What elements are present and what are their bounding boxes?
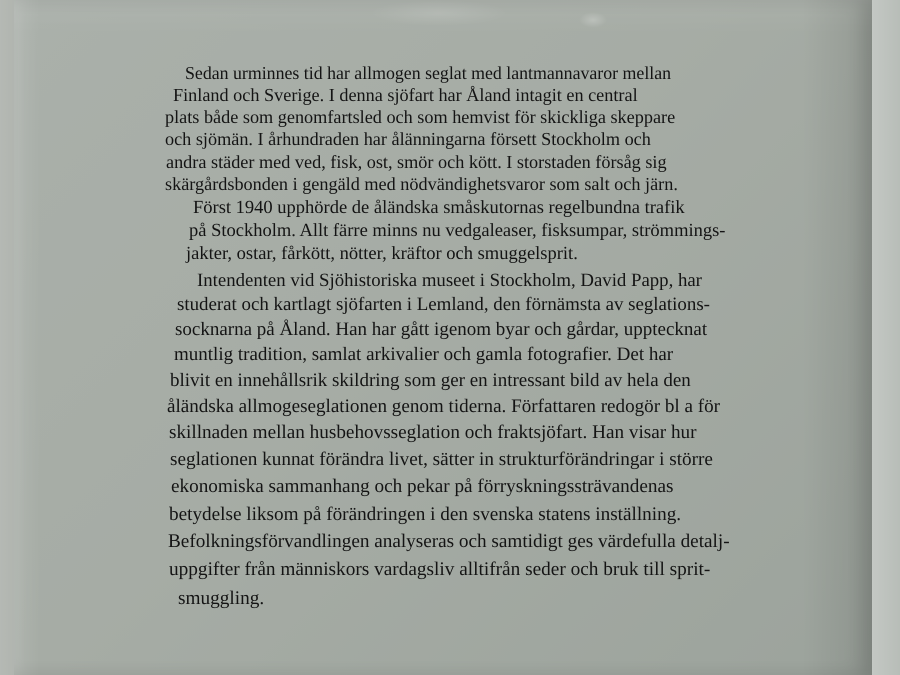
text-line-14: blivit en innehållsrik skildring som ger en intressant bild av hela den	[170, 370, 691, 391]
text-line-4: och sjömän. I århundraden har ålänningarna försett Stockholm och	[165, 129, 651, 149]
page-mark	[579, 12, 607, 28]
text-line-8: på Stockholm. Allt färre minns nu vedgaleaser, fisksumpar, strömmings-	[189, 221, 726, 241]
text-line-13: muntlig tradition, samlat arkivalier och gamla fotografier. Det har	[174, 344, 674, 365]
text-line-17: seglationen kunnat förändra livet, sätter in strukturförändringar i större	[170, 449, 713, 470]
text-line-9: jakter, ostar, fårkött, nötter, kräftor och smuggelsprit.	[186, 244, 578, 264]
text-line-21: uppgifter från människors vardagsliv alltifrån seder och bruk till sprit-	[169, 559, 711, 580]
text-line-5: andra städer med ved, fisk, ost, smör och kött. I storstaden försåg sig	[166, 152, 667, 172]
text-line-10: Intendenten vid Sjöhistoriska museet i Stockholm, David Papp, har	[197, 270, 702, 291]
text-line-15: åländska allmogeseglationen genom tiderna. Författaren redogör bl a för	[167, 396, 720, 417]
text-line-22: smuggling.	[178, 588, 265, 609]
text-block	[167, 30, 815, 640]
text-line-7: Först 1940 upphörde de åländska småskutornas regelbundna trafik	[193, 198, 685, 218]
text-line-18: ekonomiska sammanhang och pekar på förryskningssträvandenas	[171, 476, 674, 497]
book-page	[14, 0, 872, 675]
text-line-11: studerat och kartlagt sjöfarten i Lemland, den förnämsta av seglations-	[177, 294, 710, 315]
text-line-19: betydelse liksom på förändringen i den svenska statens inställning.	[169, 504, 682, 525]
text-line-1: Sedan urminnes tid har allmogen seglat med lantmannavaror mellan	[185, 63, 672, 83]
text-line-16: skillnaden mellan husbehovsseglation och fraktsjöfart. Han visar hur	[169, 422, 697, 443]
text-line-20: Befolkningsförvandlingen analyseras och samtidigt ges värdefulla detalj-	[168, 531, 730, 552]
text-line-2: Finland och Sverige. I denna sjöfart har Åland intagit en central	[173, 85, 638, 105]
text-line-12: socknarna på Åland. Han har gått igenom byar och gårdar, upptecknat	[175, 319, 708, 340]
text-line-6: skärgårdsbonden i gengäld med nödvändighetsvaror som salt och järn.	[165, 174, 678, 194]
text-line-3: plats både som genomfartsled och som hemvist för skickliga skeppare	[165, 107, 676, 127]
page-scuff	[369, 0, 509, 26]
